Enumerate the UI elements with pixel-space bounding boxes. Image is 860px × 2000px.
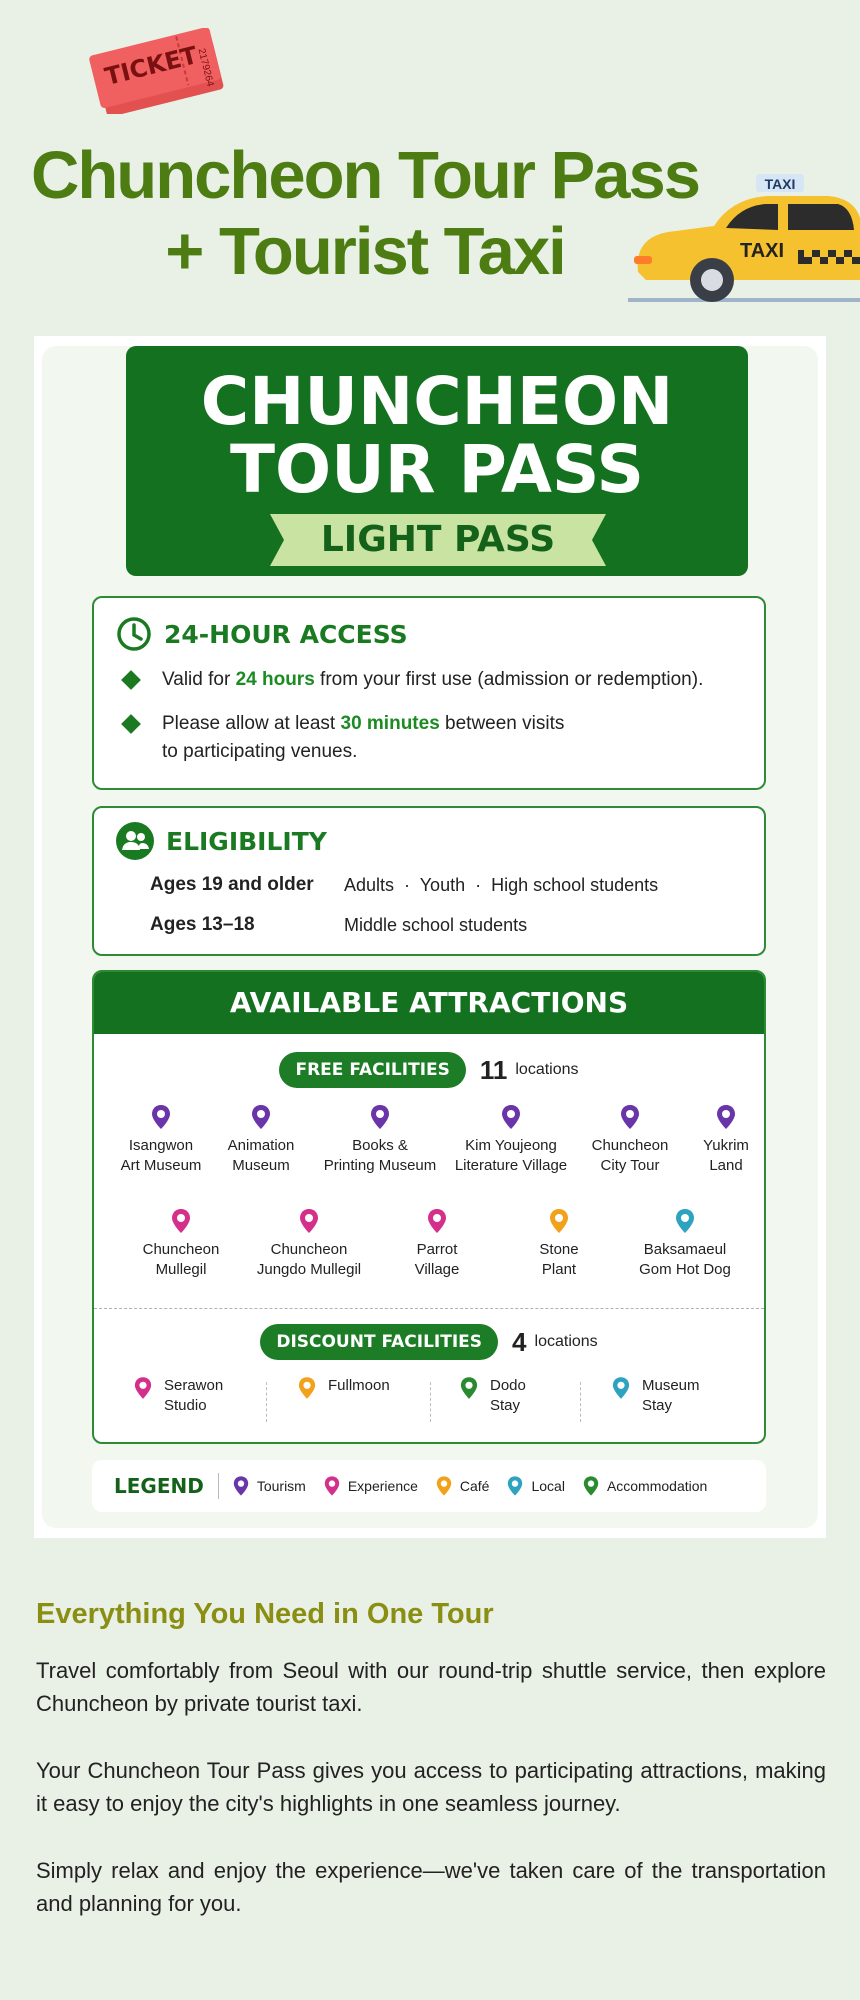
section-divider: [94, 1308, 764, 1309]
column-divider: [266, 1382, 267, 1422]
facility-name-line1: Isangwon: [128, 1137, 194, 1154]
legend-item: [324, 1475, 418, 1497]
free-facility-item: [244, 1208, 374, 1280]
discount-facility-item: [298, 1376, 390, 1400]
facility-name-line2: Literature Village: [454, 1157, 568, 1174]
free-facility-item: [620, 1208, 750, 1280]
facility-name-line1: Fullmoon: [328, 1377, 390, 1394]
facility-name-line2: Village: [414, 1261, 460, 1278]
eligibility-heading: ELIGIBILITY: [166, 826, 327, 856]
map-pin-icon: [583, 1475, 599, 1497]
free-facilities-header: [94, 1052, 764, 1088]
legend-item: [507, 1475, 564, 1497]
attractions-heading: AVAILABLE ATTRACTIONS: [94, 972, 764, 1034]
ticket-text: TICKET: [102, 41, 201, 91]
facility-name-line1: Chuncheon: [591, 1137, 669, 1154]
discount-facility-item: [460, 1376, 526, 1416]
facility-name-line2: City Tour: [600, 1157, 660, 1174]
banner-title: [126, 363, 748, 508]
people-icon: [116, 822, 154, 860]
facility-name-line2: Land: [709, 1157, 743, 1174]
map-pin-icon: [507, 1475, 523, 1497]
map-pin-icon: [299, 1208, 319, 1234]
access-heading: 24-HOUR ACCESS: [164, 619, 408, 649]
free-facility-item: [494, 1208, 624, 1280]
free-facility-item: [116, 1208, 246, 1280]
paragraph-pass-access: Your Chuncheon Tour Pass gives you access to participating attractions, making it easy to enjoy the city's highlights in one seamless journey.: [36, 1758, 826, 1816]
legend-item: [436, 1475, 490, 1497]
facility-name-line1: Books &: [352, 1137, 408, 1154]
banner-line1: CHUNCHEON: [200, 363, 674, 440]
light-pass-ribbon: [270, 514, 606, 566]
attractions-section: [92, 970, 766, 1444]
access-bullet-1-text: Valid for 24 hours from your first use (admission or redemption).: [162, 669, 704, 690]
discount-facility-item: [612, 1376, 700, 1416]
eligibility-age: Ages 19 and older: [150, 874, 314, 895]
legend-item: [233, 1475, 306, 1497]
map-pin-icon: [716, 1104, 736, 1130]
discount-facility-item: [134, 1376, 223, 1416]
discount-facilities-header: [94, 1324, 764, 1360]
legend-item-label: Tourism: [256, 1478, 306, 1494]
map-pin-icon: [298, 1376, 316, 1400]
facility-name-line1: Animation: [227, 1137, 295, 1154]
facility-name-line1: Yukrim: [703, 1137, 749, 1154]
taxi-roof-sign: TAXI: [764, 176, 796, 192]
map-pin-icon: [436, 1475, 452, 1497]
map-pin-icon: [501, 1104, 521, 1130]
map-pin-icon: [612, 1376, 630, 1400]
facility-name-line2: Mullegil: [155, 1261, 207, 1278]
free-facility-item: [372, 1208, 502, 1280]
free-facility-item: [661, 1104, 766, 1176]
paragraph-relax: Simply relax and enjoy the experience—we've taken care of the transportation and planning for you.: [36, 1858, 826, 1916]
free-count-label: locations: [515, 1061, 579, 1078]
facility-name-line1: Kim Youjeong: [465, 1137, 557, 1154]
map-pin-icon: [460, 1376, 478, 1400]
section-heading: Everything You Need in One Tour: [36, 1598, 494, 1630]
hero-title: [0, 138, 730, 290]
hero-title-line2: + Tourist Taxi: [165, 214, 565, 289]
taxi-illustration: [628, 168, 860, 308]
eligibility-section: [92, 806, 766, 956]
map-pin-icon: [620, 1104, 640, 1130]
facility-name-line1: Museum: [642, 1377, 700, 1394]
access-bullet-2-text: Please allow at least 30 minutes between visits to participating venues.: [162, 713, 565, 762]
ticket-illustration: [88, 28, 228, 114]
free-facility-item: [315, 1104, 445, 1176]
free-facilities-pill: FREE FACILITIES: [279, 1052, 465, 1088]
taxi-door-text: TAXI: [740, 240, 785, 262]
access-bullet-2: [124, 710, 564, 766]
map-pin-icon: [233, 1475, 249, 1497]
eligibility-desc: Adults · Youth · High school students: [344, 874, 659, 895]
paragraph-shuttle: Travel comfortably from Seoul with our round-trip shuttle service, then explore Chuncheon by private tourist taxi.: [36, 1658, 826, 1716]
free-facility-item: [196, 1104, 326, 1176]
facility-name-line2: Stay: [642, 1397, 673, 1414]
facility-name-line2: Plant: [541, 1261, 577, 1278]
discount-count: 4: [512, 1326, 527, 1357]
facility-name-line2: Stay: [490, 1397, 521, 1414]
column-divider: [430, 1382, 431, 1422]
facility-name-line2: Studio: [164, 1397, 207, 1414]
poster-inner-panel: [42, 346, 818, 1528]
facility-name-line2: Museum: [232, 1157, 290, 1174]
map-pin-icon: [134, 1376, 152, 1400]
eligibility-age: Ages 13–18: [150, 914, 255, 935]
column-divider: [580, 1382, 581, 1422]
legend-item: [583, 1475, 707, 1497]
access-bullet-1: [124, 666, 703, 694]
legend-divider: [218, 1473, 219, 1499]
eligibility-row: [150, 874, 658, 896]
legend-item-label: Café: [459, 1478, 490, 1494]
facility-name-line1: Stone: [539, 1241, 579, 1258]
eligibility-row: [150, 914, 527, 936]
map-pin-icon: [171, 1208, 191, 1234]
map-pin-icon: [151, 1104, 171, 1130]
legend-item-label: Accommodation: [606, 1478, 708, 1494]
map-pin-icon: [549, 1208, 569, 1234]
map-pin-icon: [675, 1208, 695, 1234]
facility-name-line2: Printing Museum: [323, 1157, 437, 1174]
free-facility-item: [446, 1104, 576, 1176]
banner-line2: TOUR PASS: [229, 431, 644, 508]
clock-icon: [116, 616, 152, 652]
legend-items: [233, 1475, 726, 1497]
access-section: [92, 596, 766, 790]
facility-name-line1: Baksamaeul: [643, 1241, 727, 1258]
facility-name-line1: Serawon: [164, 1377, 224, 1394]
diamond-bullet-icon: [121, 714, 141, 734]
hero-title-line1: Chuncheon Tour Pass: [30, 138, 700, 213]
ticket-number: 2179264: [195, 47, 216, 88]
access-heading-row: [116, 616, 408, 652]
facility-name-line1: Parrot: [416, 1241, 458, 1258]
discount-facilities-pill: DISCOUNT FACILITIES: [260, 1324, 498, 1360]
map-pin-icon: [427, 1208, 447, 1234]
legend-item-label: Experience: [347, 1478, 418, 1494]
eligibility-desc: Middle school students: [344, 914, 528, 935]
diamond-bullet-icon: [121, 670, 141, 690]
map-pin-icon: [370, 1104, 390, 1130]
facility-name-line1: Dodo: [490, 1377, 526, 1394]
map-pin-icon: [251, 1104, 271, 1130]
facility-name-line1: Chuncheon: [142, 1241, 220, 1258]
facility-name-line1: Chuncheon: [270, 1241, 348, 1258]
facility-name-line2: Gom Hot Dog: [639, 1261, 731, 1278]
facility-name-line2: Art Museum: [120, 1157, 202, 1174]
free-count: 11: [479, 1054, 508, 1085]
legend-bar: [92, 1460, 766, 1512]
facility-name-line2: Jungdo Mullegil: [256, 1261, 362, 1278]
legend-item-label: Local: [531, 1478, 565, 1494]
legend-title: LEGEND: [114, 1474, 204, 1498]
eligibility-heading-row: [116, 822, 327, 860]
discount-count-label: locations: [534, 1333, 598, 1350]
pass-banner: [126, 346, 748, 576]
map-pin-icon: [324, 1475, 340, 1497]
ribbon-label: LIGHT PASS: [320, 519, 556, 560]
tour-pass-poster: [34, 336, 826, 1538]
